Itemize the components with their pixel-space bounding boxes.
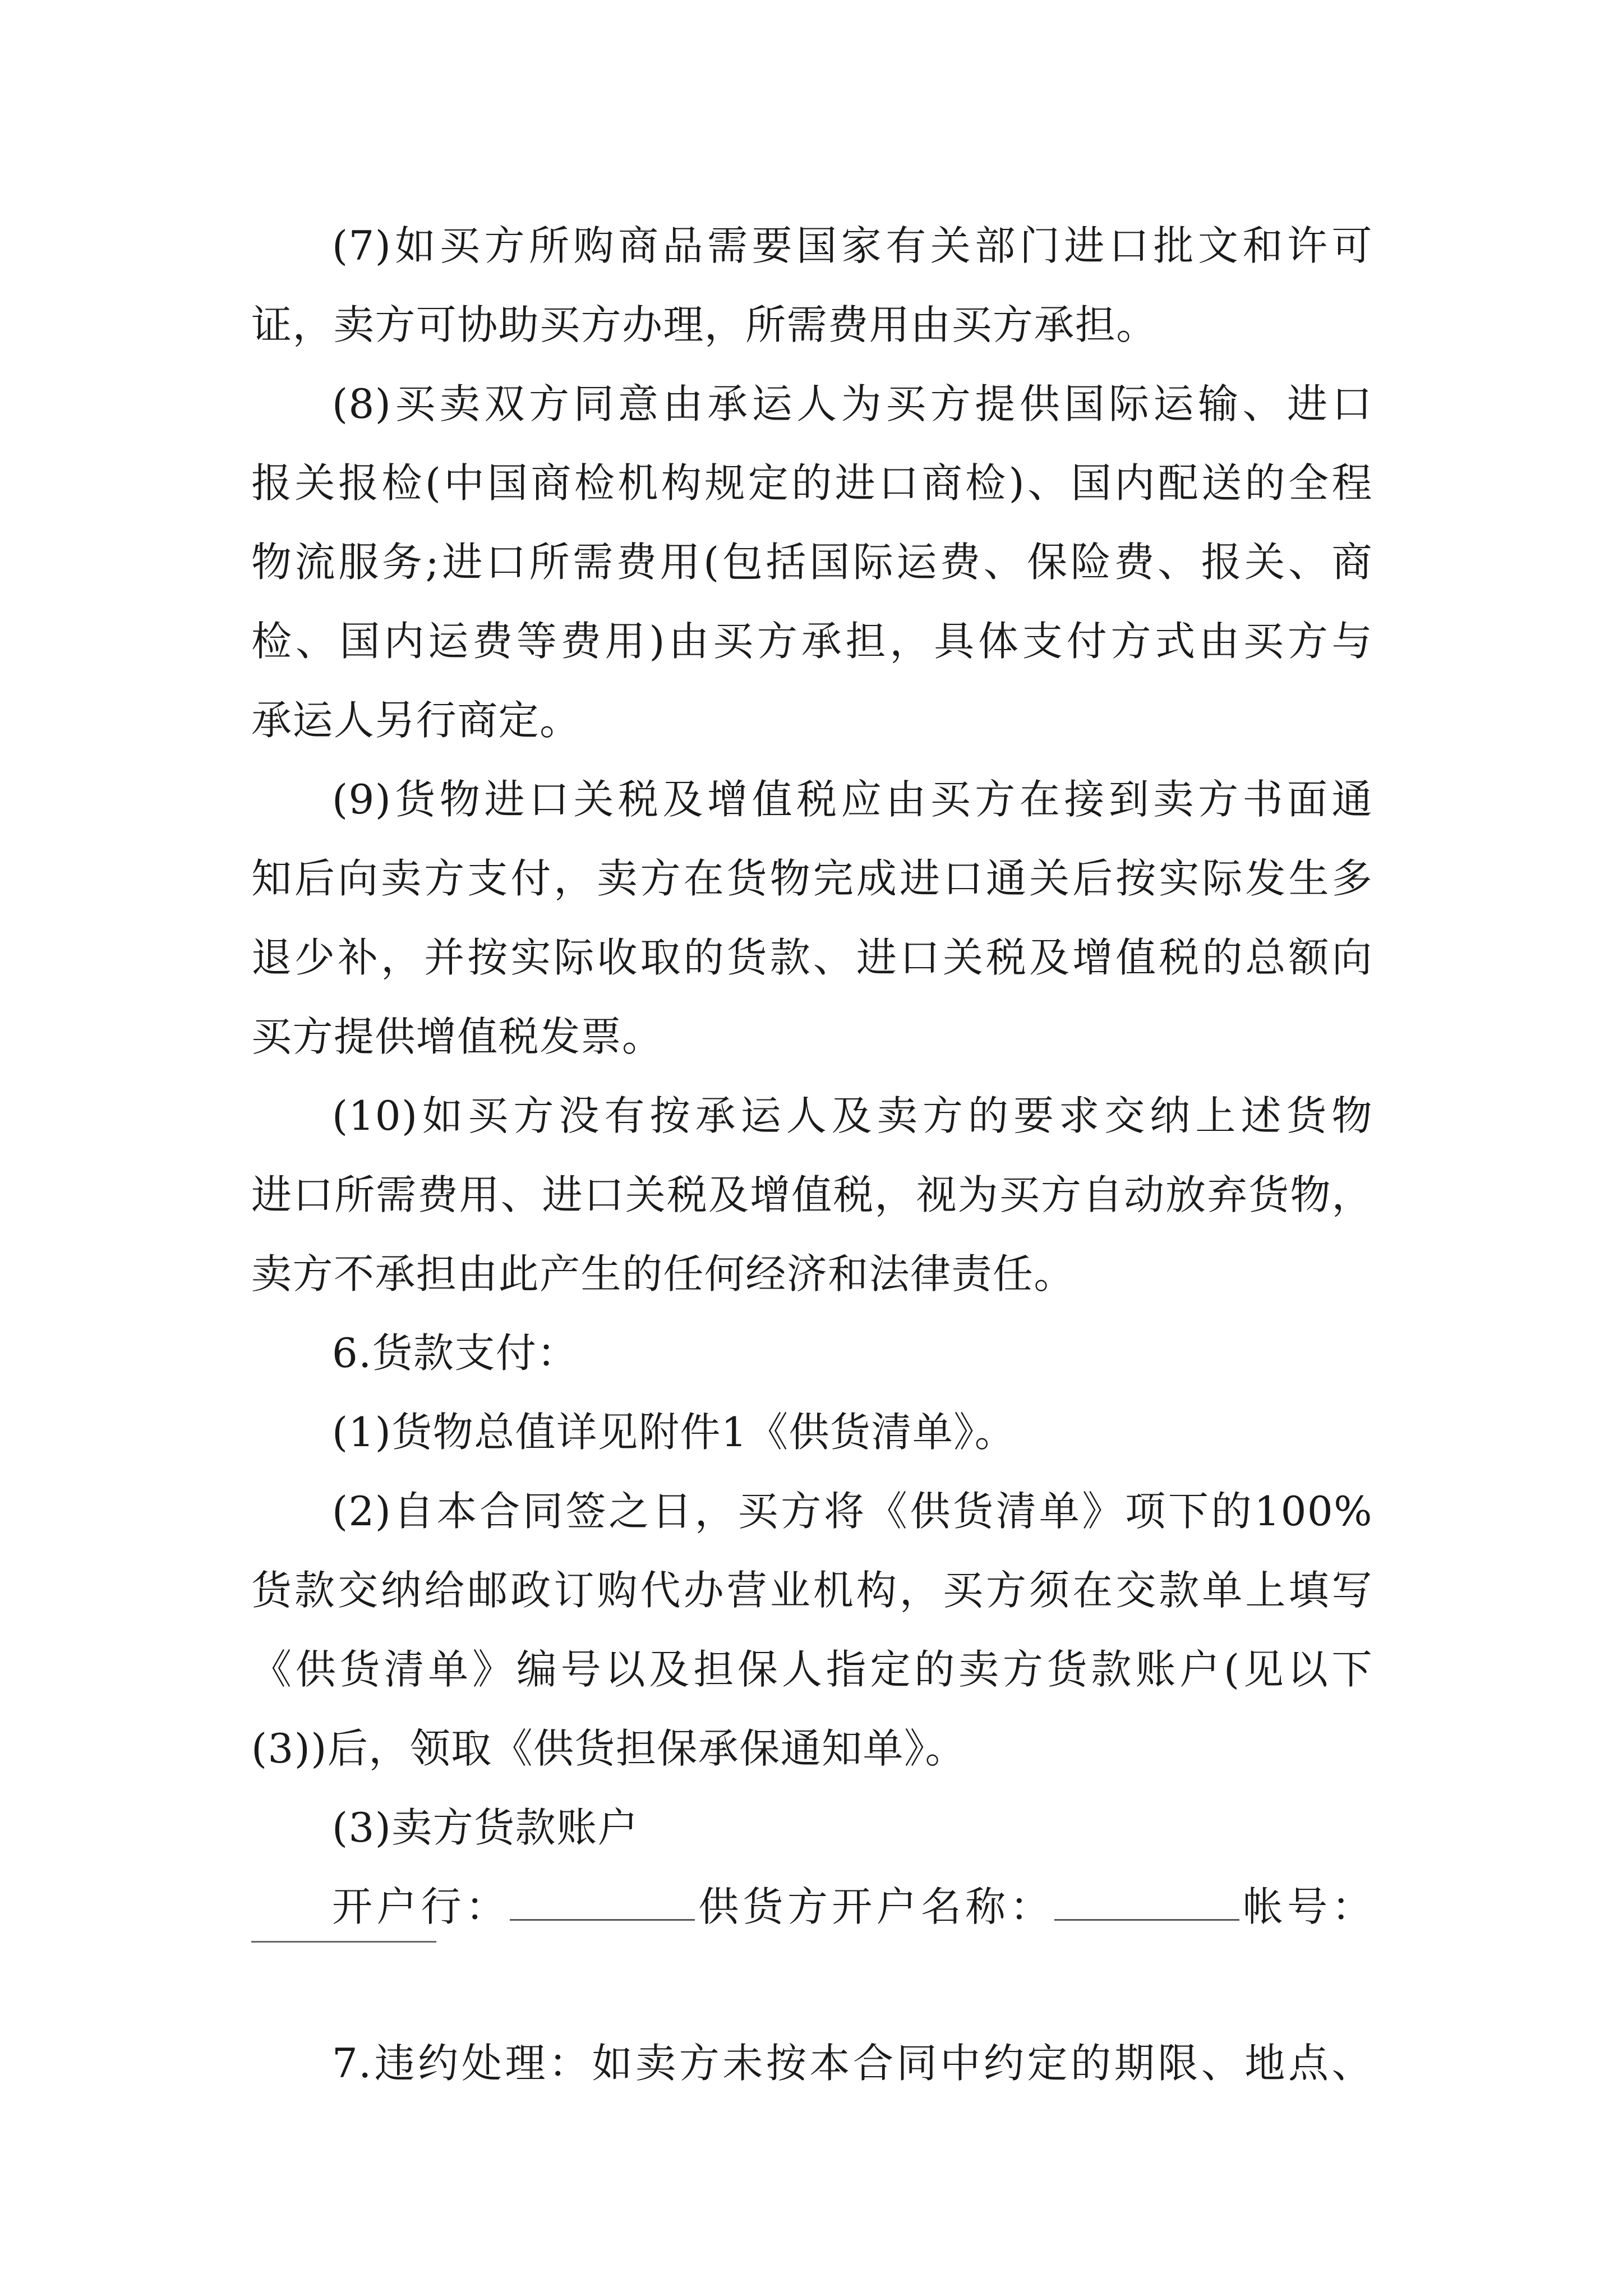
text-line: 退少补，并按实际收取的货款、进口关税及增值税的总额向 — [251, 934, 1373, 981]
text-line: 知后向卖方支付，卖方在货物完成进口通关后按实际发生多 — [251, 855, 1373, 902]
text-line: 买方提供增值税发票。 — [251, 1013, 663, 1060]
account-fields — [251, 1867, 1373, 1947]
section-6-item-1 — [251, 1393, 1373, 1472]
section-7 — [251, 2024, 1373, 2103]
bank-blank[interactable] — [510, 1884, 695, 1921]
text-line: (2)自本合同签之日，买方将《供货清单》项下的100% — [332, 1488, 1373, 1535]
account-name-blank[interactable] — [1054, 1884, 1239, 1921]
account-name-label: 供货方开户名称： — [695, 1883, 1054, 1930]
text-line: (3))后，领取《供货担保承保通知单》。 — [251, 1725, 966, 1772]
text-line: (10)如买方没有按承运人及卖方的要求交纳上述货物 — [332, 1092, 1373, 1139]
document-page — [251, 206, 1373, 2103]
account-number-blank[interactable] — [251, 1941, 436, 1943]
text-line: (1)货物总值详见附件1《供货清单》。 — [332, 1409, 1016, 1456]
text-line: 承运人另行商定。 — [251, 697, 581, 744]
text-line: 货款交纳给邮政订购代办营业机构，买方须在交款单上填写 — [251, 1567, 1373, 1614]
text-line: (9)货物进口关税及增值税应由买方在接到卖方书面通 — [332, 776, 1373, 823]
text-line: 《供货清单》编号以及担保人指定的卖方货款账户(见以下 — [251, 1646, 1373, 1693]
text-line: 7.违约处理：如卖方未按本合同中约定的期限、地点、 — [332, 2040, 1373, 2087]
clause-9 — [251, 760, 1373, 1076]
clause-8 — [251, 365, 1373, 760]
text-line: 检、国内运费等费用)由买方承担，具体支付方式由买方与 — [251, 618, 1373, 665]
text-line: 进口所需费用、进口关税及增值税，视为买方自动放弃货物， — [251, 1171, 1373, 1218]
account-line — [251, 1867, 1373, 1947]
account-number-label: 帐号： — [1239, 1883, 1373, 1930]
bank-label: 开户行： — [332, 1883, 510, 1930]
section-heading: 6.货款支付： — [332, 1329, 578, 1377]
text-line: 卖方不承担由此产生的任何经济和法律责任。 — [251, 1250, 1075, 1297]
text-line: (7)如买方所购商品需要国家有关部门进口批文和许可 — [332, 222, 1373, 269]
text-line: 证，卖方可协助买方办理，所需费用由买方承担。 — [251, 301, 1158, 348]
text-line: (8)买卖双方同意由承运人为买方提供国际运输、进口 — [332, 380, 1373, 427]
text-line: (3)卖方货款账户 — [332, 1804, 639, 1851]
spacer — [251, 1947, 1373, 2024]
section-6-item-3 — [251, 1788, 1373, 1867]
text-line: 物流服务;进口所需费用(包括国际运费、保险费、报关、商 — [251, 539, 1373, 586]
section-6-heading — [251, 1314, 1373, 1393]
clause-10 — [251, 1076, 1373, 1314]
section-6-item-2 — [251, 1472, 1373, 1788]
clause-7 — [251, 206, 1373, 365]
text-line: 报关报检(中国商检机构规定的进口商检)、国内配送的全程 — [251, 459, 1373, 507]
